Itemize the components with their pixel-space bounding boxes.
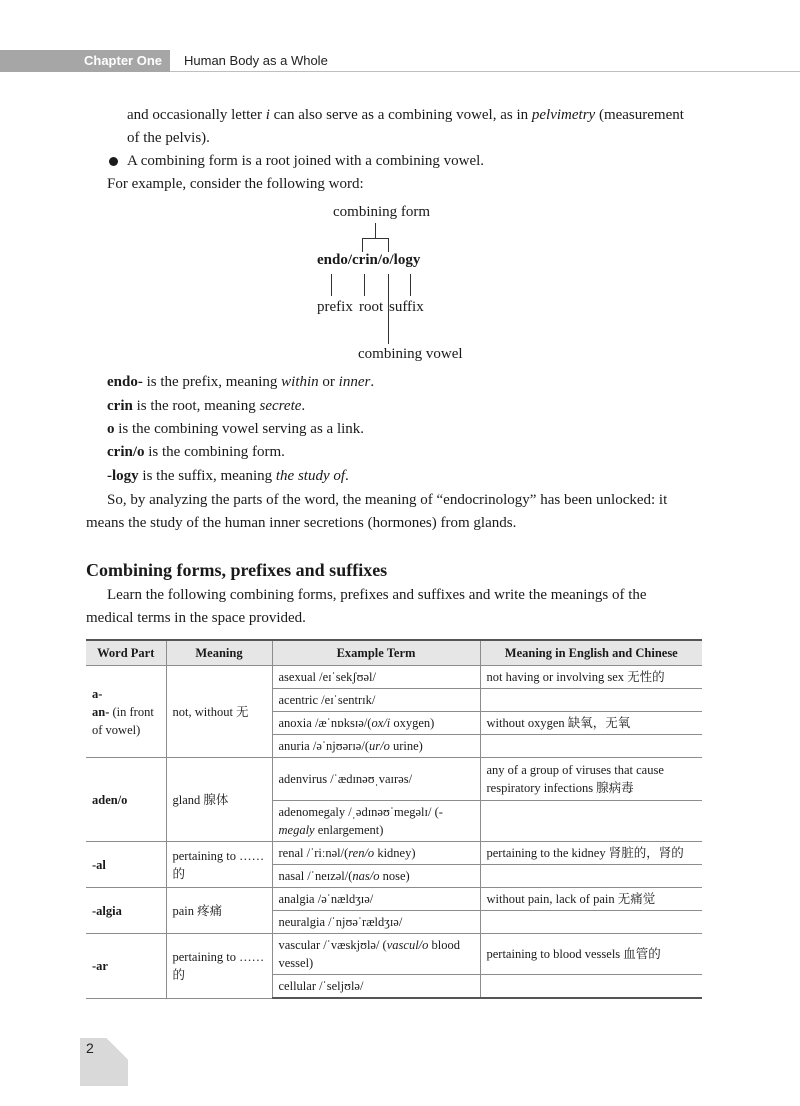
column-header: Word Part — [86, 640, 166, 666]
table-row — [86, 934, 702, 975]
explanation-line — [107, 465, 349, 488]
example-term-cell — [272, 842, 480, 865]
intro-letter: i — [265, 107, 270, 123]
bullet-text: A combining form is a root joined with a combining vowel. — [127, 153, 485, 169]
diagram-connector — [388, 238, 389, 252]
answer-cell[interactable] — [480, 689, 702, 712]
diagram-connector — [375, 223, 376, 238]
term-gloss: blood vessel) — [278, 938, 461, 970]
intro-text: (measurement — [595, 107, 684, 123]
answer-cell[interactable]: any of a group of viruses that cause respiratory infections 腺病毒 — [480, 758, 702, 801]
bullet-dot-icon — [109, 157, 118, 166]
example-term: nasal /ˈneɪzəl/( — [278, 869, 353, 883]
example-term: anuria /əˈnjʊərɪə/( — [278, 739, 369, 753]
explanation-text: . — [345, 468, 349, 484]
section-heading: Combining forms, prefixes and suffixes — [86, 560, 388, 580]
explanation-line — [107, 418, 364, 441]
word-part-cell: -ar — [86, 934, 166, 999]
diagram-label-root: root — [359, 299, 384, 315]
term-root: megaly — [278, 823, 315, 837]
conclusion-line: means the study of the human inner secretions (hormones) from glands. — [86, 515, 517, 531]
explanation-meaning: secrete — [259, 398, 302, 414]
answer-cell[interactable]: pertaining to the kidney 肾脏的，肾的 — [480, 842, 702, 865]
term-root: ox/i — [371, 716, 391, 730]
header-rule — [170, 71, 800, 72]
meaning-cell: pertaining to ……的 — [166, 934, 272, 999]
diagram-label-prefix: prefix — [317, 299, 353, 315]
explanation-term: -logy — [107, 468, 139, 484]
term-gloss: urine) — [389, 739, 423, 753]
term-gloss: enlargement) — [314, 823, 384, 837]
explanation-meaning: the study of — [275, 468, 346, 484]
example-term-cell: acentric /eɪˈsentrɪk/ — [272, 689, 480, 712]
meaning-cell: gland 腺体 — [166, 758, 272, 842]
answer-cell[interactable] — [480, 911, 702, 934]
term-root: ren/o — [348, 846, 375, 860]
meaning-cell: pertaining to ……的 — [166, 842, 272, 888]
column-header: Meaning in English and Chinese — [480, 640, 702, 666]
example-term-cell: cellular /ˈseljʊlə/ — [272, 975, 480, 999]
section-instruction: Learn the following combining forms, prefixes and suffixes and write the meanings of the — [107, 587, 647, 603]
word-part-cell: -algia — [86, 888, 166, 934]
answer-cell[interactable] — [480, 975, 702, 999]
diagram-connector — [364, 274, 365, 296]
answer-cell[interactable] — [480, 735, 702, 758]
word-part-cell: -al — [86, 842, 166, 888]
explanation-text: . — [301, 398, 306, 414]
example-term-cell: neuralgia /ˈnjʊəˈrældʒɪə/ — [272, 911, 480, 934]
example-term-cell — [272, 865, 480, 888]
column-header: Meaning — [166, 640, 272, 666]
table-row — [86, 666, 702, 689]
column-header: Example Term — [272, 640, 480, 666]
word-part-note: (in front of vowel) — [92, 704, 154, 737]
answer-cell[interactable]: not having or involving sex 无性的 — [480, 666, 702, 689]
explanation-meaning: inner — [338, 374, 371, 390]
word-part-table — [86, 639, 702, 999]
explanation-text: is the prefix, meaning — [142, 374, 282, 390]
explanation-text: is the suffix, meaning — [138, 468, 276, 484]
explanation-meaning: within — [281, 374, 319, 390]
intro-text: of the pelvis). — [127, 130, 210, 146]
example-term: vascular /ˈvæskjʊlə/ ( — [278, 938, 387, 952]
table-header-row — [86, 640, 702, 666]
answer-cell[interactable]: pertaining to blood vessels 血管的 — [480, 934, 702, 975]
diagram-label-combining-form: combining form — [333, 204, 431, 220]
example-term-cell — [272, 712, 480, 735]
explanation-text: is the root, meaning — [132, 398, 260, 414]
answer-cell[interactable]: without pain, lack of pain 无痛觉 — [480, 888, 702, 911]
intro-paragraph — [127, 104, 707, 150]
answer-cell[interactable] — [480, 865, 702, 888]
term-gloss: nose) — [379, 869, 410, 883]
term-root: vascul/o — [386, 938, 429, 952]
example-intro: For example, consider the following word: — [107, 176, 364, 192]
explanation-term: crin — [107, 398, 133, 414]
diagram-word: endo/crin/o/logy — [317, 252, 421, 268]
explanation-term: endo- — [107, 374, 143, 390]
diagram-connector — [410, 274, 411, 296]
example-term-cell: asexual /eɪˈsekʃʊəl/ — [272, 666, 480, 689]
diagram-connector — [331, 274, 332, 296]
chapter-label: Chapter One — [0, 50, 170, 72]
explanation-text: . — [370, 374, 375, 390]
example-term-cell: analgia /əˈnældʒɪə/ — [272, 888, 480, 911]
diagram-connector — [362, 238, 389, 239]
example-term-cell: adenvirus /ˈædɪnəʊˌvaɪrəs/ — [272, 758, 480, 801]
diagram-label-suffix: suffix — [389, 299, 424, 315]
table-row — [86, 888, 702, 911]
answer-cell[interactable]: without oxygen 缺氧，无氧 — [480, 712, 702, 735]
conclusion-line: So, by analyzing the parts of the word, the meaning of “endocrinology” has been unlocked: it — [107, 492, 668, 508]
answer-cell[interactable] — [480, 801, 702, 842]
explanation-line — [107, 395, 305, 418]
section-instruction: medical terms in the space provided. — [86, 610, 306, 626]
chapter-title: Human Body as a Whole — [184, 53, 328, 68]
intro-term: pelvimetry — [531, 107, 596, 123]
example-term: adenomegaly /ˌədɪnəʊˈmegəlɪ/ (- — [278, 805, 443, 819]
example-term: renal /ˈriːnəl/( — [278, 846, 349, 860]
term-root: nas/o — [352, 869, 380, 883]
example-term-cell — [272, 735, 480, 758]
meaning-cell: not, without 无 — [166, 666, 272, 758]
example-term-cell — [272, 934, 480, 975]
word-part-cell: aden/o — [86, 758, 166, 842]
diagram-connector — [362, 238, 363, 252]
intro-text: can also serve as a combining vowel, as in — [269, 107, 532, 123]
explanation-line — [107, 441, 285, 464]
table-row — [86, 842, 702, 865]
table-row — [86, 758, 702, 801]
term-gloss: kidney) — [374, 846, 416, 860]
term-root: ur/o — [369, 739, 390, 753]
explanation-text: is the combining form. — [144, 444, 285, 460]
explanation-line — [107, 371, 374, 394]
meaning-cell: pain 疼痛 — [166, 888, 272, 934]
word-part: an- — [92, 704, 110, 719]
explanation-term: o — [107, 421, 115, 437]
term-gloss: oxygen) — [390, 716, 435, 730]
word-part: a- — [92, 686, 103, 701]
intro-text: and occasionally letter — [127, 107, 266, 123]
diagram-label-combining-vowel: combining vowel — [358, 346, 463, 362]
explanation-text: or — [318, 374, 339, 390]
example-term-cell — [272, 801, 480, 842]
explanation-term: crin/o — [107, 444, 145, 460]
page-number: 2 — [86, 1040, 94, 1056]
explanation-text: is the combining vowel serving as a link. — [114, 421, 365, 437]
word-part-cell — [86, 666, 166, 758]
example-term: anoxia /æˈnɒksɪə/( — [278, 716, 372, 730]
